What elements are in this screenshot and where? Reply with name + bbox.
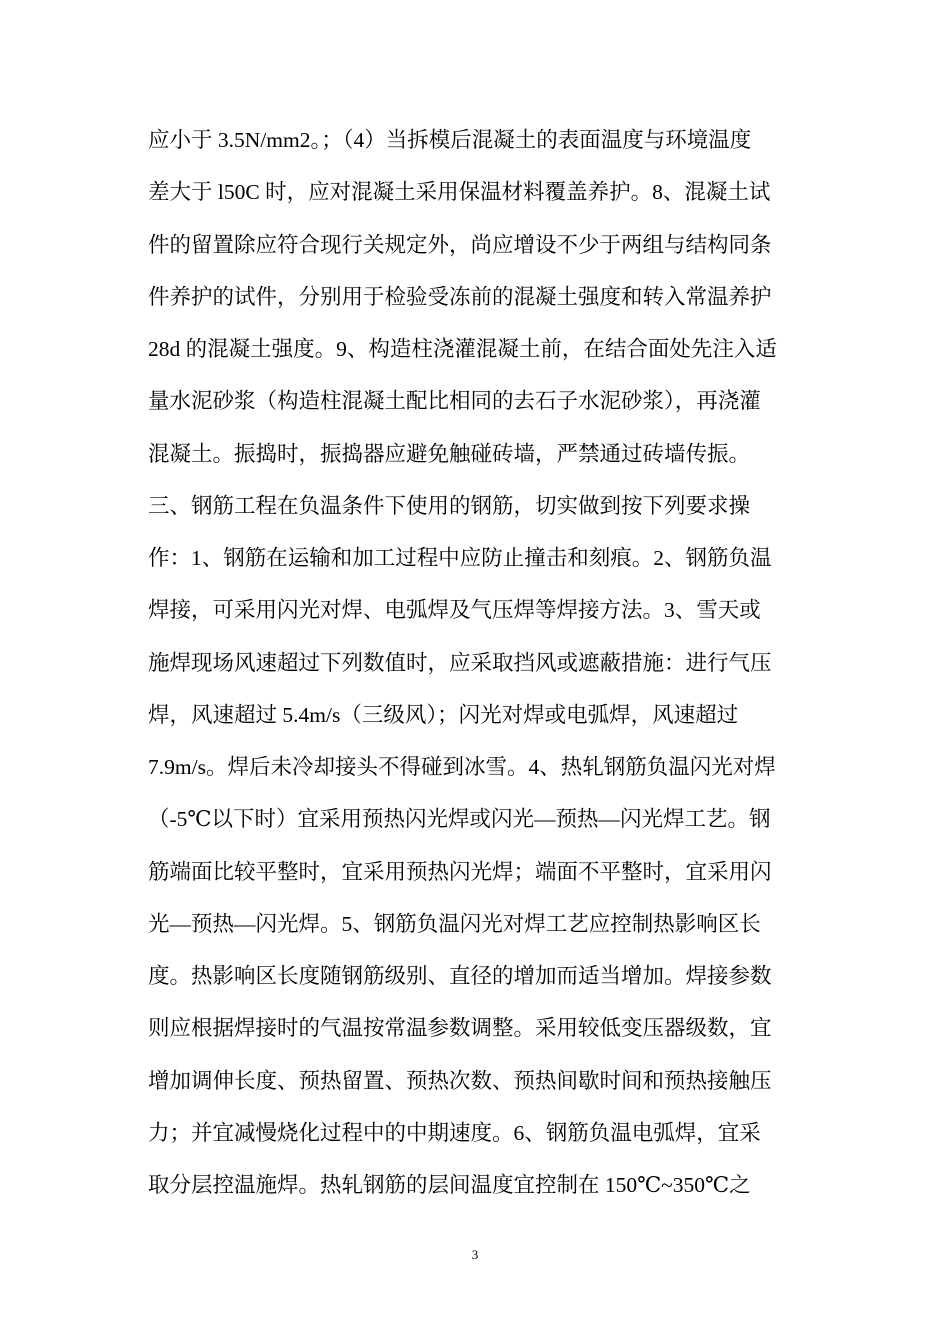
text-line: 力；并宜减慢烧化过程中的中期速度。6、钢筋负温电弧焊，宜采: [148, 1120, 761, 1145]
text-line: 作：1、钢筋在运输和加工过程中应防止撞击和刻痕。2、钢筋负温: [148, 546, 772, 570]
text-line: 取分层控温施焊。热轧钢筋的层间温度宜控制在 150℃~350℃之: [148, 1173, 751, 1197]
text-line: 光—预热—闪光焊。5、钢筋负温闪光对焊工艺应控制热影响区长: [148, 911, 761, 936]
text-line: 应小于 3.5N/mm2。；（4）当拆模后混凝土的表面温度与环境温度: [148, 128, 752, 152]
page-number: 3: [471, 1247, 479, 1262]
text-line: 7.9m/s。焊后未冷却接头不得碰到冰雪。4、热轧钢筋负温闪光对焊: [148, 755, 776, 779]
text-line: 量水泥砂浆（构造柱混凝土配比相同的去石子水泥砂浆），再浇灌: [148, 389, 761, 414]
text-line: 差大于 l50C 时，应对混凝土采用保温材料覆盖养护。8、混凝土试: [148, 180, 771, 205]
text-line: 增加调伸长度、预热留置、预热次数、预热间歇时间和预热接触压: [148, 1068, 772, 1093]
text-line: 混凝土。振捣时，振捣器应避免触碰砖墙，严禁通过砖墙传振。: [148, 441, 751, 466]
text-line: 28d 的混凝土强度。9、构造柱浇灌混凝土前，在结合面处先注入适: [148, 337, 777, 361]
text-line: （-5℃以下时）宜采用预热闪光焊或闪光—预热—闪光焊工艺。钢: [148, 807, 771, 832]
body-text: [148, 114, 808, 1211]
text-line: 件的留置除应符合现行关规定外，尚应增设不少于两组与结构同条: [148, 232, 772, 257]
text-line: 施焊现场风速超过下列数值时，应采取挡风或遮蔽措施：进行气压: [148, 650, 772, 675]
text-line: 焊接，可采用闪光对焊、电弧焊及气压焊等焊接方法。3、雪天或: [148, 598, 761, 623]
text-line: 度。热影响区长度随钢筋级别、直径的增加而适当增加。焊接参数: [148, 964, 772, 988]
text-line: 则应根据焊接时的气温按常温参数调整。采用较低变压器级数，宜: [148, 1016, 772, 1041]
text-line: 三、钢筋工程在负温条件下使用的钢筋，切实做到按下列要求操: [148, 493, 751, 518]
text-line: 焊，风速超过 5.4m/s（三级风）；闪光对焊或电弧焊，风速超过: [148, 702, 739, 727]
text-line: 件养护的试件，分别用于检验受冻前的混凝土强度和转入常温养护: [148, 284, 772, 309]
text-line: 筋端面比较平整时，宜采用预热闪光焊；端面不平整时，宜采用闪: [148, 859, 772, 884]
